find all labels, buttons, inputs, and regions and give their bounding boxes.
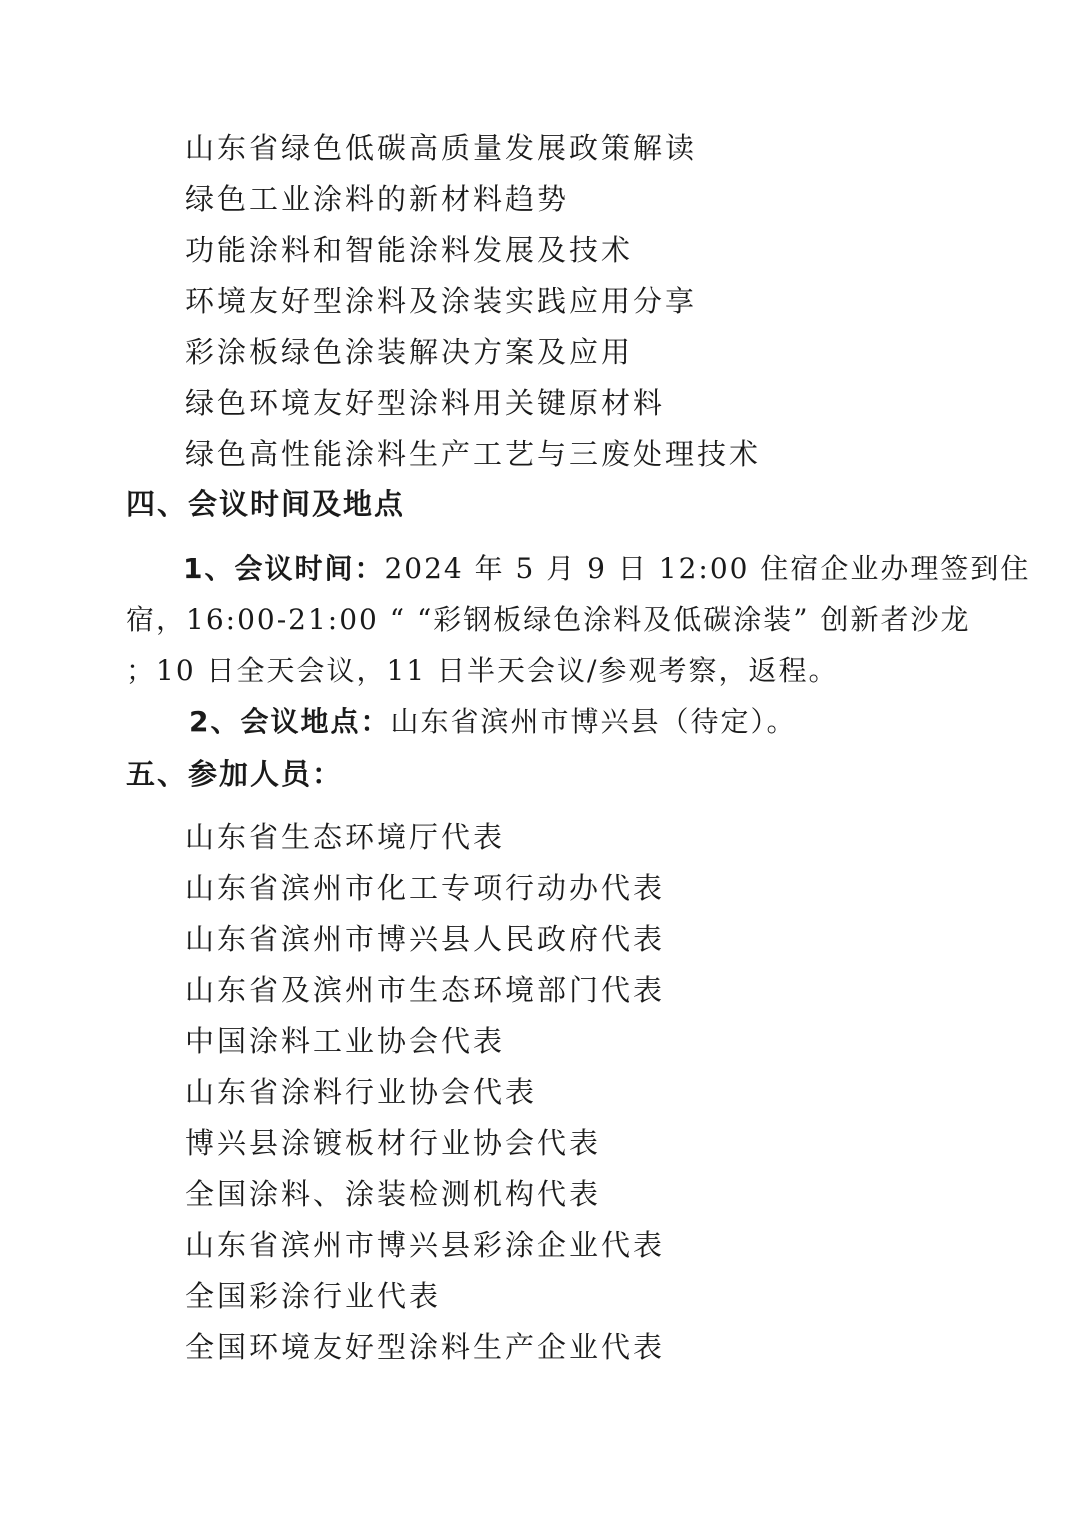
topic-item: 功能涂料和智能涂料发展及技术	[185, 233, 634, 267]
attendee-item: 全国彩涂行业代表	[185, 1279, 442, 1313]
attendee-item: 山东省及滨州市生态环境部门代表	[185, 973, 666, 1007]
meeting-time-label: 1、会议时间：	[183, 552, 385, 585]
attendee-item: 山东省滨州市化工专项行动办代表	[185, 871, 666, 905]
meeting-time-line-2: 宿，16:00-21:00 “ “彩钢板绿色涂料及低碳涂装” 创新者沙龙	[126, 603, 971, 636]
topic-item: 绿色高性能涂料生产工艺与三废处理技术	[185, 437, 762, 471]
attendee-item: 博兴县涂镀板材行业协会代表	[185, 1126, 602, 1160]
attendee-item: 全国涂料、涂装检测机构代表	[185, 1177, 602, 1211]
meeting-location-label: 2、会议地点：	[189, 705, 391, 738]
meeting-time-line-3: ；10 日全天会议，11 日半天会议/参观考察，返程。	[126, 654, 839, 687]
section-heading-time-location: 四、会议时间及地点	[126, 487, 406, 521]
meeting-time-line	[183, 551, 1030, 587]
meeting-location-text: 山东省滨州市博兴县（待定）。	[390, 705, 797, 738]
attendee-item: 山东省生态环境厅代表	[185, 820, 506, 854]
attendee-item: 山东省滨州市博兴县彩涂企业代表	[185, 1228, 666, 1262]
meeting-location-line	[189, 704, 797, 740]
topic-item: 绿色工业涂料的新材料趋势	[185, 182, 570, 216]
attendee-item: 全国环境友好型涂料生产企业代表	[185, 1330, 666, 1364]
attendee-item: 山东省涂料行业协会代表	[185, 1075, 538, 1109]
meeting-time-text: 2024 年 5 月 9 日 12:00 住宿企业办理签到住	[384, 552, 1031, 585]
topic-item: 彩涂板绿色涂装解决方案及应用	[185, 335, 634, 369]
attendee-item: 中国涂料工业协会代表	[185, 1024, 506, 1058]
topic-item: 绿色环境友好型涂料用关键原材料	[185, 386, 666, 420]
section-heading-attendees: 五、参加人员：	[126, 757, 344, 791]
topic-item: 环境友好型涂料及涂装实践应用分享	[185, 284, 698, 318]
topic-item: 山东省绿色低碳高质量发展政策解读	[185, 131, 698, 165]
attendee-item: 山东省滨州市博兴县人民政府代表	[185, 922, 666, 956]
